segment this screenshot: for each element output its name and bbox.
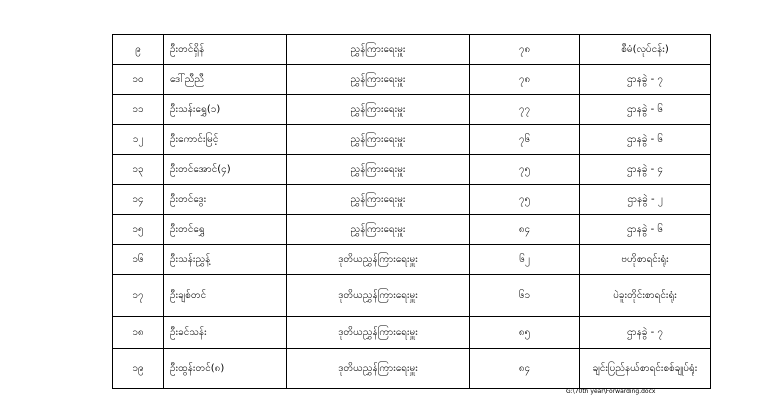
personnel-table: [112, 34, 711, 389]
office-location-cell: ချင်းပြည်နယ်စာရင်းစစ်ချုပ်ရုံး: [580, 349, 711, 389]
table-row: [113, 317, 711, 349]
person-name-cell: ဦးသန်းရွှေ(၁): [164, 95, 287, 125]
person-name-cell: ဦးတင်အောင်(၄): [164, 155, 287, 185]
office-location-cell: ဌာနခွဲ - ၄: [580, 155, 711, 185]
position-title-cell: ဒုတိယညွှန်ကြားရေးမှူး: [287, 317, 470, 349]
row-number-cell: ၁၀: [113, 65, 164, 95]
age-value-cell: ၇၅: [470, 155, 580, 185]
office-location-cell: ဌာနခွဲ - ၆: [580, 215, 711, 245]
office-location-cell: ပဲခူးတိုင်းစာရင်းရုံး: [580, 275, 711, 317]
row-number-cell: ၁၂: [113, 125, 164, 155]
position-title-cell: ညွှန်ကြားရေးမှူး: [287, 155, 470, 185]
person-name-cell: ဦးခင်သန်း: [164, 317, 287, 349]
table-row: [113, 275, 711, 317]
office-location-cell: ဌာနခွဲ - ၇: [580, 65, 711, 95]
office-location-cell: စီမံ(လုပ်ငန်း): [580, 35, 711, 65]
office-location-cell: ဌာနခွဲ - ၆: [580, 95, 711, 125]
age-value-cell: ၇၇: [470, 95, 580, 125]
row-number-cell: ၁၇: [113, 275, 164, 317]
row-number-cell: ၁၄: [113, 185, 164, 215]
row-number-cell: ၁၈: [113, 317, 164, 349]
table-row: [113, 349, 711, 389]
office-location-cell: ဌာနခွဲ - ၇: [580, 317, 711, 349]
position-title-cell: ညွှန်ကြားရေးမှူး: [287, 125, 470, 155]
age-value-cell: ၇၅: [470, 185, 580, 215]
table-row: [113, 65, 711, 95]
person-name-cell: ဦးတင်ဒွေး: [164, 185, 287, 215]
row-number-cell: ၁၃: [113, 155, 164, 185]
position-title-cell: ဒုတိယညွှန်ကြားရေးမှူး: [287, 349, 470, 389]
row-number-cell: ၁၉: [113, 349, 164, 389]
table-row: [113, 95, 711, 125]
person-name-cell: ဒေါ်ညီညီ: [164, 65, 287, 95]
table-row: [113, 185, 711, 215]
age-value-cell: ၈၅: [470, 317, 580, 349]
table-row: [113, 215, 711, 245]
age-value-cell: ၆၂: [470, 245, 580, 275]
table-row: [113, 35, 711, 65]
person-name-cell: ဦးထွန်းတင်(၈): [164, 349, 287, 389]
age-value-cell: ၇၈: [470, 65, 580, 95]
person-name-cell: ဦးသန်းညွှန့်: [164, 245, 287, 275]
person-name-cell: ဦးတင်ရွှေ: [164, 215, 287, 245]
row-number-cell: ၁၆: [113, 245, 164, 275]
table-row: [113, 245, 711, 275]
position-title-cell: ဒုတိယညွှန်ကြားရေးမှူး: [287, 245, 470, 275]
row-number-cell: ၉: [113, 35, 164, 65]
age-value-cell: ၆၁: [470, 275, 580, 317]
file-path-footer: G:\70th year\Forwarding.docx: [566, 388, 656, 395]
row-number-cell: ၁၅: [113, 215, 164, 245]
position-title-cell: ညွှန်ကြားရေးမှူး: [287, 65, 470, 95]
person-name-cell: ဦးတင်ရှိန်: [164, 35, 287, 65]
person-name-cell: ဦးချစ်တင်: [164, 275, 287, 317]
age-value-cell: ၈၄: [470, 349, 580, 389]
person-name-cell: ဦးကောင်းမြင့်: [164, 125, 287, 155]
position-title-cell: ညွှန်ကြားရေးမှူး: [287, 95, 470, 125]
position-title-cell: ဒုတိယညွှန်ကြားရေးမှူး: [287, 275, 470, 317]
table-row: [113, 125, 711, 155]
table-row: [113, 155, 711, 185]
office-location-cell: ဌာနခွဲ - ၆: [580, 125, 711, 155]
row-number-cell: ၁၁: [113, 95, 164, 125]
position-title-cell: ညွှန်ကြားရေးမှူး: [287, 185, 470, 215]
position-title-cell: ညွှန်ကြားရေးမှူး: [287, 35, 470, 65]
personnel-table-body: [113, 35, 711, 389]
office-location-cell: ဗဟိုစာရင်းရုံး: [580, 245, 711, 275]
age-value-cell: ၇၈: [470, 35, 580, 65]
office-location-cell: ဌာနခွဲ - ၂: [580, 185, 711, 215]
age-value-cell: ၇၆: [470, 125, 580, 155]
age-value-cell: ၈၄: [470, 215, 580, 245]
position-title-cell: ညွှန်ကြားရေးမှူး: [287, 215, 470, 245]
